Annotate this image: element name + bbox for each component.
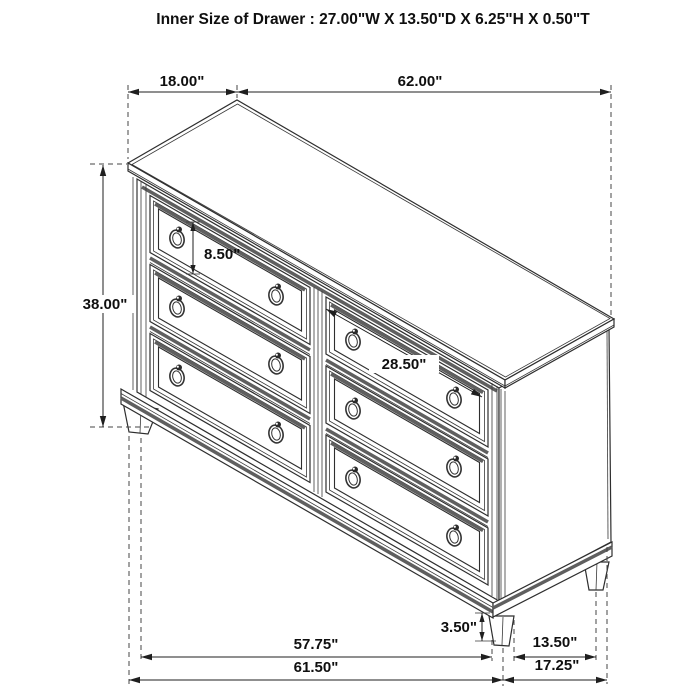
- overall-height-label: 38.00": [82, 296, 128, 313]
- top-width-label: 62.00": [397, 73, 443, 90]
- top-depth-label: 18.00": [159, 73, 205, 90]
- dim-front-width-inner: [141, 636, 492, 660]
- dim-foot-height: [441, 613, 496, 641]
- dim-front-width-overall: [129, 659, 503, 683]
- dim-side-depth-overall: [503, 657, 607, 683]
- side-depth-overall-label: 17.25": [534, 657, 580, 674]
- dresser-drawing: [121, 100, 614, 646]
- page-title: Inner Size of Drawer : 27.00"W X 13.50"D X 6.25"H X 0.50"T: [156, 11, 590, 28]
- front-width-inner-label: 57.75": [293, 636, 339, 653]
- side-depth-inner-label: 13.50": [532, 634, 578, 651]
- drawer-front-height-label: 8.50": [204, 246, 241, 263]
- front-right-foot: [489, 616, 514, 646]
- front-width-overall-label: 61.50": [293, 659, 339, 676]
- foot-height-label: 3.50": [440, 619, 477, 636]
- drawer-front-width-label: 28.50": [381, 356, 427, 373]
